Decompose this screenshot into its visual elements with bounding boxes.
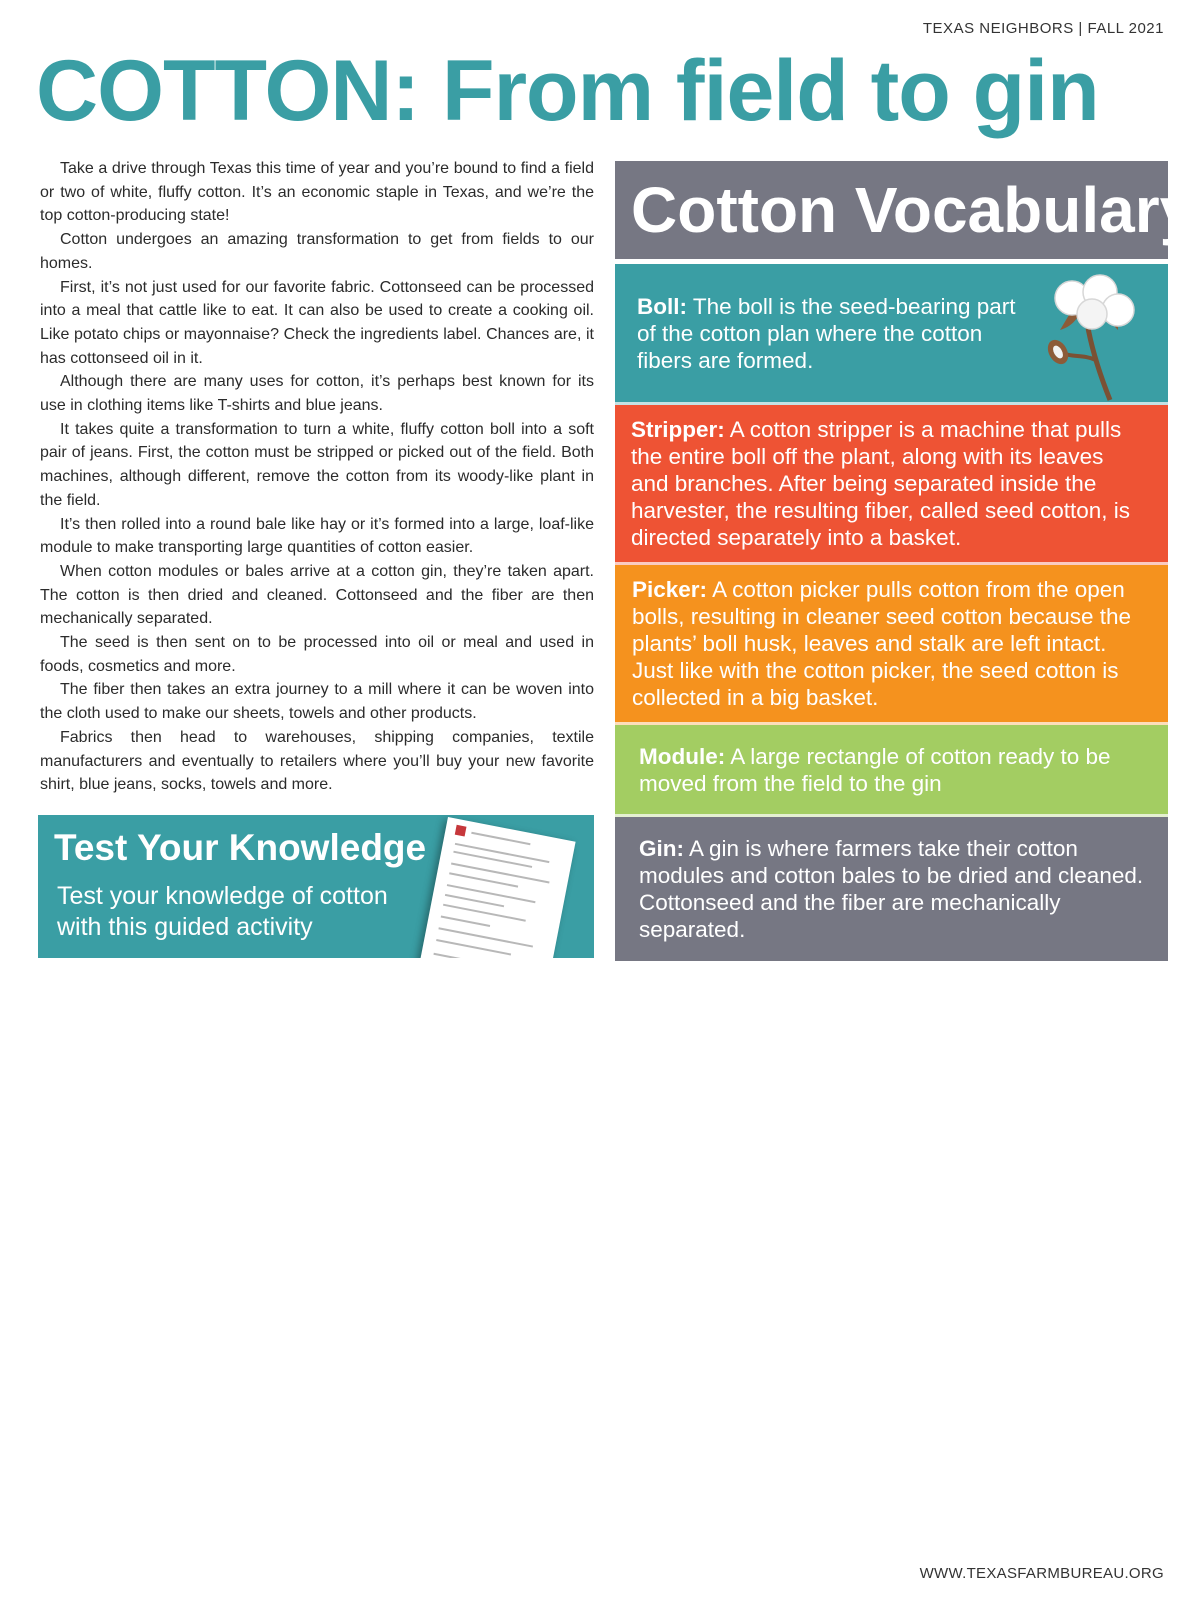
vocab-word: Picker: [632,577,708,602]
article-paragraph: The fiber then takes an extra journey to a mill where it can be woven into the cloth used to make our sheets, towels and other products. [40,681,594,723]
vocab-term-module [615,725,1168,817]
vocab-definition: A gin is where farmers take their cotton modules and cotton bales to be dried and cleaned. Cottonseed and the fiber are mechanically separated. [639,836,1144,942]
vocab-definition: The boll is the seed-bearing part of the cotton plan where the cotton fibers are formed. [637,293,1016,373]
article-paragraph: Cotton undergoes an amazing transformation to get from fields to our homes. [40,231,594,272]
worksheet-logo-icon [455,825,467,837]
vocab-term-text [639,835,1146,943]
vocab-term-text [639,743,1146,797]
worksheet-line [436,939,511,955]
vocab-term-text [637,293,1018,374]
vocab-term-gin [615,817,1168,961]
vocab-term-text [631,416,1146,551]
vocab-term-boll [615,264,1168,405]
article-paragraph: It takes quite a transformation to turn a white, fluffy cotton boll into a soft pair of jeans. First, the cotton must be stripped or picked out of the field. Both machines, although different, remove the cotton from its woody-like plant in the field. [40,420,594,509]
vocab-term-picker [615,565,1168,725]
vocab-term-text [632,576,1146,711]
worksheet-line [447,884,536,903]
vocab-definition: A cotton picker pulls cotton from the open bolls, resulting in cleaner seed cotton because the plants’ boll husk, leaves and stalk are left intact. Just like with the cotton picker, the seed cotton is collected in a big basket. [632,577,1132,710]
test-knowledge-banner[interactable] [38,815,594,958]
article-body [40,157,594,797]
worksheet-line [441,915,490,927]
cotton-boll-illustration [1038,274,1156,402]
vocab-word: Gin: [639,836,684,861]
vocab-term-stripper [615,405,1168,565]
article-paragraph: Although there are many uses for cotton, it’s perhaps best known for its use in clothing items like T-shirts and blue jeans. [40,373,594,415]
vocab-definition: A large rectangle of cotton ready to be moved from the field to the gin [639,743,1111,796]
vocab-definition: A cotton stripper is a machine that pulls the entire boll off the plant, along with its leaves and branches. After being separated inside the harvester, the resulting fiber, called seed cotton, is directed separately into a basket. [631,417,1131,550]
vocabulary-title: Cotton Vocabulary [615,161,1168,264]
vocabulary-panel [615,161,1196,961]
page-title: COTTON: From field to gin [36,43,1099,139]
worksheet-thumbnail [415,817,576,958]
article-paragraph: When cotton modules or bales arrive at a cotton gin, they’re taken apart. The cotton is then dried and cleaned. Cottonseed and the fiber are then mechanically separated. [40,562,594,628]
vocab-word: Stripper: [631,417,725,442]
article-paragraph: Fabrics then head to warehouses, shipping companies, textile manufacturers and eventually to retailers where you’ll buy your new favorite shirt, blue jeans, socks, towels and more. [40,728,594,794]
worksheet-line [471,832,530,845]
article-paragraph: The seed is then sent on to be processed into oil or meal and used in foods, cosmetics and more. [40,634,594,675]
masthead: TEXAS NEIGHBORS | FALL 2021 [922,20,1164,37]
vocab-word: Module: [639,743,726,769]
footer-url[interactable]: WWW.TEXASFARMBUREAU.ORG [919,1565,1164,1582]
vocab-word: Boll: [637,293,687,319]
worksheet-line [451,862,550,883]
worksheet-line [438,927,533,947]
article-paragraph: It’s then rolled into a round bale like hay or it’s formed into a large, loaf-like module to make transporting large quantities of cotton easier. [40,515,594,557]
quiz-subtitle: Test your knowledge of cotton with this guided activity [57,882,388,941]
article-paragraph: First, it’s not just used for our favorite fabric. Cottonseed can be processed into a meal that cattle like to eat. It can also be used to create a cooking oil. Like potato chips or mayonnaise? Check the ingredients label. Chances are, it has cottonseed oil in it. [40,278,594,367]
article-paragraph: Take a drive through Texas this time of year and you’re bound to find a field or two of white, fluffy cotton. It’s an economic staple in Texas, and we’re the top cotton-producing state! [40,160,594,225]
quiz-title: Test Your Knowledge [54,827,427,868]
